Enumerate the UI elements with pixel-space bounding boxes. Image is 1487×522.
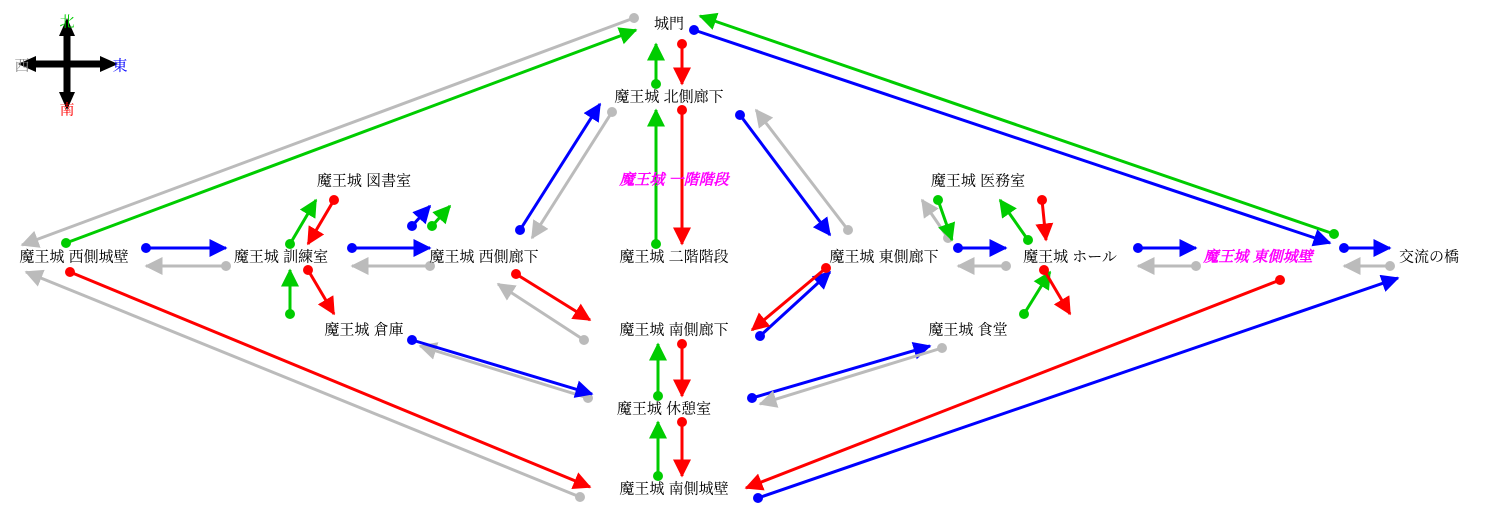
- edge-origin-dot: [677, 105, 687, 115]
- edge-origin-dot: [1019, 309, 1029, 319]
- edge-origin-dot: [303, 265, 313, 275]
- node-stair1[interactable]: 魔王城 一階階段: [619, 171, 729, 189]
- compass-south-label: 南: [59, 101, 75, 119]
- edge-origin-dot: [511, 269, 521, 279]
- node-bridge[interactable]: 交流の橋: [1398, 248, 1460, 266]
- compass-west-label: 西: [14, 57, 30, 75]
- edge-hall-to-infirmary: [1000, 200, 1028, 240]
- compass-east-label: 東: [112, 57, 128, 75]
- node-w_wall[interactable]: 魔王城 西側城壁: [19, 248, 129, 266]
- edge-origin-dot: [753, 493, 763, 503]
- edge-origin-dot: [61, 238, 71, 248]
- edge-origin-dot: [407, 221, 417, 231]
- edge-origin-dot: [285, 309, 295, 319]
- edge-origin-dot: [937, 343, 947, 353]
- node-n_corridor[interactable]: 魔王城 北側廊下: [614, 88, 724, 106]
- edge-origin-dot: [1001, 261, 1011, 271]
- edge-hall-to-canteen: [1044, 270, 1070, 314]
- edge-origin-dot: [407, 335, 417, 345]
- node-stair2[interactable]: 魔王城 二階階段: [619, 248, 729, 266]
- edge-origin-dot: [1037, 195, 1047, 205]
- edge-n_corridor-to-e_corridor: [740, 115, 830, 235]
- edge-origin-dot: [347, 243, 357, 253]
- edge-origin-dot: [677, 39, 687, 49]
- node-hall[interactable]: 魔王城 ホール: [1023, 248, 1117, 266]
- edge-s_wall-to-e_wall: [758, 278, 1398, 498]
- edge-origin-dot: [1191, 261, 1201, 271]
- edge-w_wall-to-s_wall: [70, 272, 590, 487]
- edge-origin-dot: [735, 110, 745, 120]
- node-e_corridor[interactable]: 魔王城 東側廊下: [829, 248, 939, 266]
- edge-e_corridor-to-s_corridor: [752, 268, 826, 330]
- edge-origin-dot: [141, 243, 151, 253]
- edge-s_corridor-to-e_corridor: [760, 272, 830, 336]
- edge-origin-dot: [65, 267, 75, 277]
- edge-s_corridor-to-w_corridor: [498, 284, 584, 340]
- edge-origin-dot: [1275, 275, 1285, 285]
- edge-origin-dot: [427, 221, 437, 231]
- edge-origin-dot: [843, 225, 853, 235]
- edge-n_corridor-to-w_corridor: [532, 112, 612, 238]
- edge-infirmary-to-hall: [1042, 200, 1046, 240]
- edge-origin-dot: [747, 393, 757, 403]
- node-gate[interactable]: 城門: [653, 15, 685, 33]
- node-rest[interactable]: 魔王城 休憩室: [616, 400, 712, 418]
- edge-origin-dot: [579, 335, 589, 345]
- compass-north-label: 北: [59, 13, 75, 31]
- edge-w_corridor-to-s_corridor: [516, 274, 590, 320]
- node-canteen[interactable]: 魔王城 食堂: [928, 321, 1008, 339]
- edge-origin-dot: [575, 492, 585, 502]
- edge-rest-to-canteen: [752, 346, 930, 398]
- node-training[interactable]: 魔王城 訓練室: [233, 248, 329, 266]
- edge-origin-dot: [329, 195, 339, 205]
- edge-storage-to-rest: [420, 346, 588, 398]
- node-e_wall[interactable]: 魔王城 東側城壁: [1203, 248, 1313, 266]
- node-infirmary[interactable]: 魔王城 医務室: [930, 172, 1026, 190]
- edge-s_wall-to-w_wall: [26, 272, 580, 497]
- node-s_corridor[interactable]: 魔王城 南側廊下: [619, 321, 729, 339]
- edge-origin-dot: [651, 79, 661, 89]
- edge-origin-dot: [677, 417, 687, 427]
- edge-origin-dot: [515, 225, 525, 235]
- edge-canteen-to-hall: [1024, 272, 1050, 314]
- edge-origin-dot: [651, 239, 661, 249]
- node-storage[interactable]: 魔王城 倉庫: [324, 321, 404, 339]
- edge-origin-dot: [1023, 235, 1033, 245]
- edge-origin-dot: [1339, 243, 1349, 253]
- edge-origin-dot: [689, 25, 699, 35]
- edge-origin-dot: [1133, 243, 1143, 253]
- edge-e_corridor-to-n_corridor: [756, 110, 848, 230]
- edge-origin-dot: [933, 195, 943, 205]
- edge-origin-dot: [285, 239, 295, 249]
- edge-origin-dot: [755, 331, 765, 341]
- edge-canteen-to-rest: [760, 348, 942, 404]
- edge-rest-to-storage: [412, 340, 592, 394]
- edge-gate-to-bridge: [694, 30, 1330, 243]
- edge-origin-dot: [1329, 229, 1339, 239]
- edge-origin-dot: [221, 261, 231, 271]
- edge-origin-dot: [677, 339, 687, 349]
- edge-training-to-storage: [308, 270, 334, 314]
- edge-origin-dot: [953, 243, 963, 253]
- edge-origin-dot: [1039, 265, 1049, 275]
- edge-origin-dot: [653, 471, 663, 481]
- edge-origin-dot: [1385, 261, 1395, 271]
- edge-origin-dot: [629, 13, 639, 23]
- node-w_corridor[interactable]: 魔王城 西側廊下: [429, 248, 539, 266]
- edge-origin-dot: [653, 391, 663, 401]
- edge-w_corridor-to-n_corridor: [520, 104, 600, 230]
- node-library[interactable]: 魔王城 図書室: [316, 172, 412, 190]
- edge-bridge-to-gate: [700, 16, 1334, 234]
- node-s_wall[interactable]: 魔王城 南側城壁: [619, 480, 729, 498]
- edge-origin-dot: [607, 107, 617, 117]
